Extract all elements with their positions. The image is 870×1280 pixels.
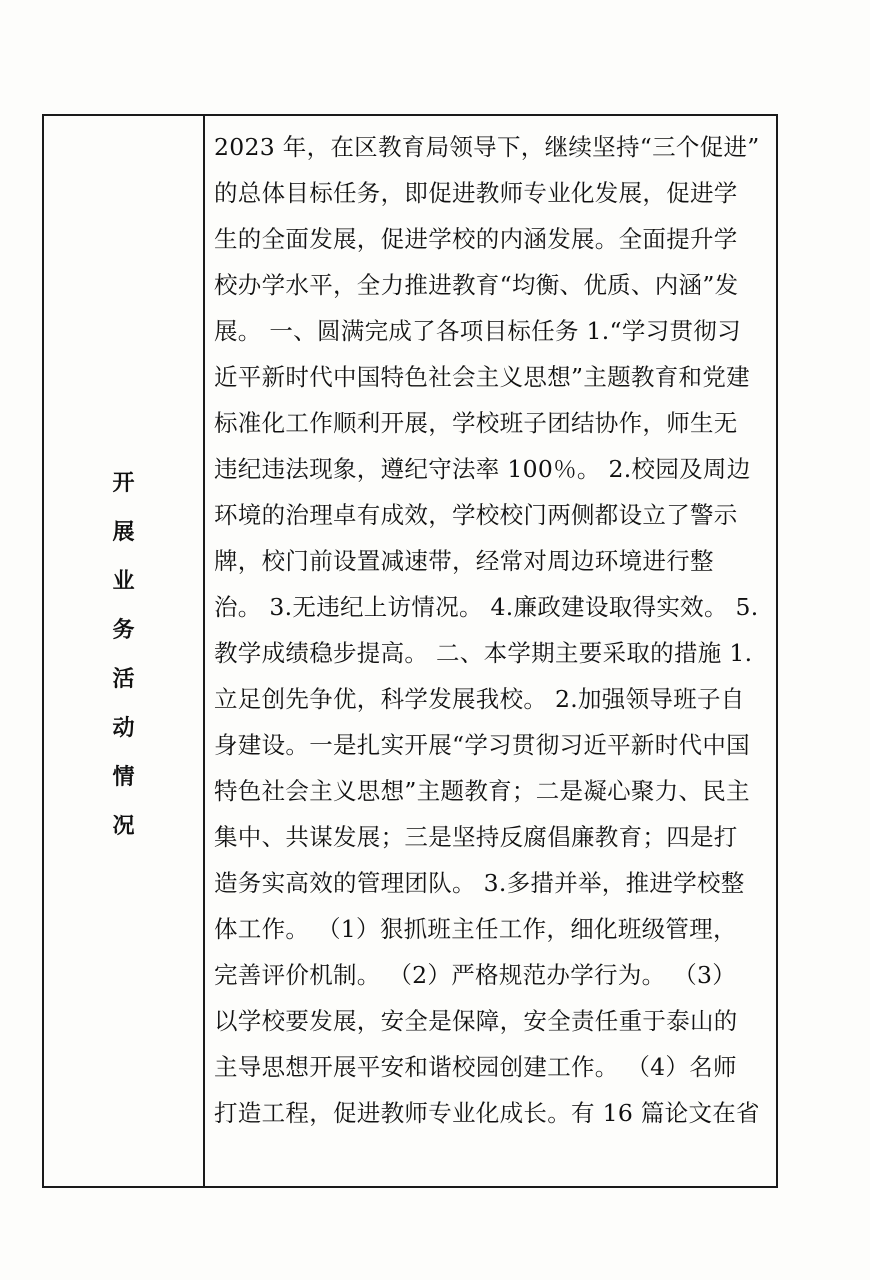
content-line: 身建设。一是扎实开展“学习贯彻习近平新时代中国 (214, 731, 750, 759)
content-line: 打造工程，促进教师专业化成长。有 16 篇论文在省 (214, 1099, 760, 1127)
content-line: 2023 年，在区教育局领导下，继续坚持“三个促进” (214, 133, 760, 161)
content-line: 环境的治理卓有成效，学校校门两侧都设立了警示 (214, 501, 738, 529)
content-line: 以学校要发展，安全是保障，安全责任重于泰山的 (214, 1007, 738, 1035)
content-line: 牌，校门前设置减速带，经常对周边环境进行整 (214, 547, 714, 575)
content-line: 完善评价机制。 （2）严格规范办学行为。 （3） (214, 961, 737, 989)
label-char: 动 (112, 716, 135, 741)
content-line: 近平新时代中国特色社会主义思想”主题教育和党建 (214, 363, 750, 391)
label-char: 展 (112, 520, 135, 545)
content-line: 展。 一、圆满完成了各项目标任务 1.“学习贯彻习 (214, 317, 741, 345)
content-cell (214, 124, 772, 1136)
content-line: 校办学水平，全力推进教育“均衡、优质、内涵”发 (214, 271, 739, 299)
label-char: 开 (112, 471, 135, 496)
content-line: 生的全面发展，促进学校的内涵发展。全面提升学 (214, 225, 738, 253)
content-line: 立足创先争优，科学发展我校。 2.加强领导班子自 (214, 685, 745, 713)
label-char: 活 (112, 667, 135, 692)
report-table (42, 114, 778, 1188)
content-line: 特色社会主义思想”主题教育；二是凝心聚力、民主 (214, 777, 750, 805)
content-line: 集中、共谋发展；三是坚持反腐倡廉教育；四是打 (214, 823, 738, 851)
content-line: 违纪违法现象，遵纪守法率 100％。 2.校园及周边 (214, 455, 751, 483)
content-line: 造务实高效的管理团队。 3.多措并举，推进学校整 (214, 869, 745, 897)
content-line: 教学成绩稳步提高。 二、本学期主要采取的措施 1. (214, 639, 753, 667)
content-line: 标准化工作顺利开展，学校班子团结协作，师生无 (214, 409, 738, 437)
column-divider (203, 116, 205, 1186)
content-line: 体工作。 （1）狠抓班主任工作，细化班级管理， (214, 915, 737, 943)
label-cell (44, 116, 203, 1186)
content-line: 主导思想开展平安和谐校园创建工作。 （4）名师 (214, 1053, 737, 1081)
label-char: 况 (112, 814, 135, 839)
content-line: 的总体目标任务，即促进教师专业化发展，促进学 (214, 179, 738, 207)
label-char: 情 (112, 765, 135, 790)
label-char: 业 (112, 569, 135, 594)
content-line: 治。 3.无违纪上访情况。 4.廉政建设取得实效。 5. (214, 593, 759, 621)
label-char: 务 (112, 618, 135, 643)
